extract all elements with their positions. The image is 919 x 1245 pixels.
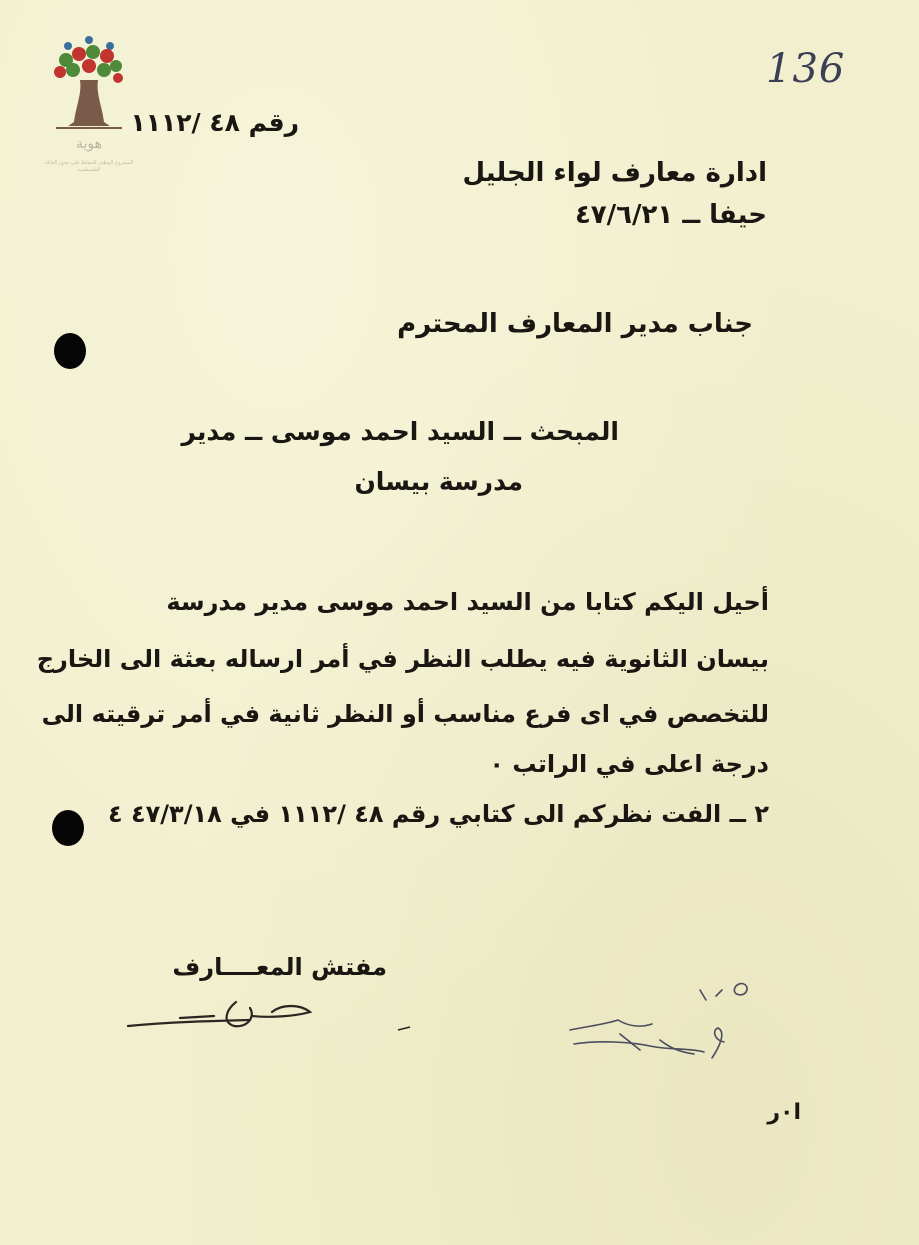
pencil-annotation	[570, 984, 747, 1058]
body-line: ٢ ــ الفت نظركم الى كتابي رقم ٤٨ /١١١٢ في ٤٧/٣/١٨ ٤	[107, 800, 769, 828]
place-date: حيفا ــ ٤٧/٦/٢١	[574, 200, 767, 230]
addressee: جناب مدير المعارف المحترم	[397, 309, 753, 339]
body-line: للتخصص في اى فرع مناسب أو النظر ثانية في أمر ترقيته الى	[41, 700, 769, 728]
reference-number: رقم ٤٨ /١١١٢	[130, 108, 299, 137]
logo-name: هوية	[75, 136, 103, 152]
subject-line-1: المبحث ــ السيد احمد موسى ــ مدير	[181, 417, 619, 446]
punch-hole	[54, 333, 86, 369]
typist-initials: ا٠ر	[767, 1100, 801, 1125]
subject-line-2: مدرسة بيسان	[354, 467, 523, 496]
logo-subtitle: المشروع الوطني للحفاظ على جذور العائلة الفلسطينية	[44, 160, 134, 173]
body-line: أحيل اليكم كتابا من السيد احمد موسى مدير مدرسة	[166, 588, 769, 616]
ink-mark	[398, 1027, 410, 1030]
punch-hole	[52, 810, 84, 846]
folio-number: 136	[766, 46, 846, 92]
department-heading: ادارة معارف لواء الجليل	[462, 158, 767, 188]
signature-title: مفتش المعــــارف	[172, 953, 387, 981]
body-line: درجة اعلى في الراتب ٠	[489, 750, 769, 778]
body-line: بيسان الثانوية فيه يطلب النظر في أمر ارساله بعثة الى الخارج	[36, 645, 769, 673]
handwritten-signature	[128, 1002, 310, 1026]
